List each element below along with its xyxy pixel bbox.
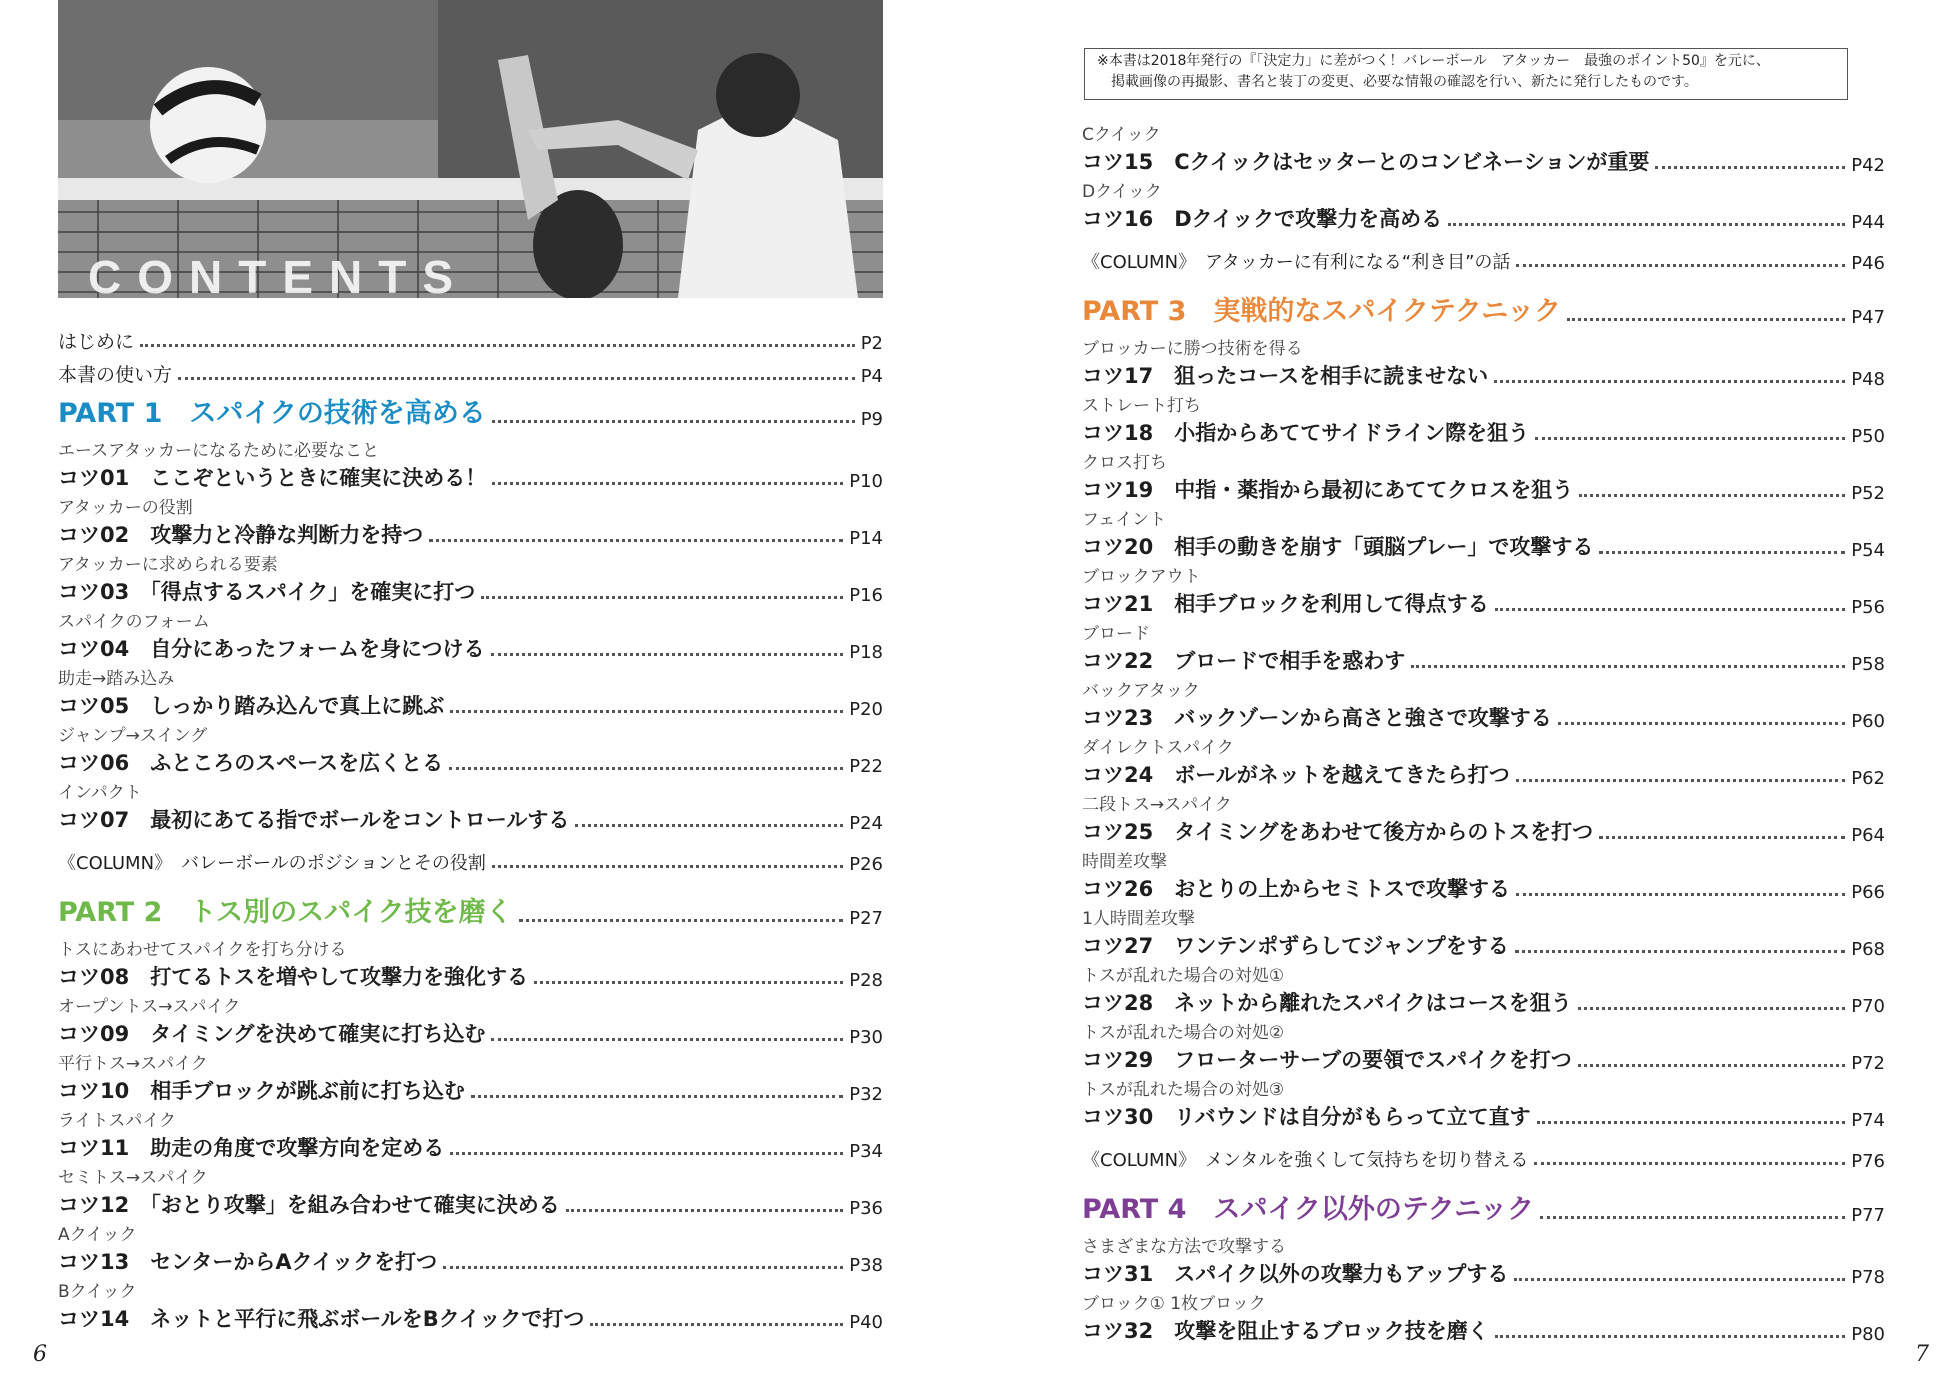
toc-page-number: P70 bbox=[1851, 996, 1885, 1017]
toc-column-entry[interactable] bbox=[1082, 244, 1885, 274]
toc-entry-title: コツ02 攻撃力と冷静な判断力を持つ bbox=[58, 523, 424, 547]
toc-page-number: P47 bbox=[1851, 307, 1885, 328]
dot-leader bbox=[1599, 551, 1845, 554]
contents-heading: CONTENTS bbox=[88, 251, 469, 298]
toc-entry[interactable] bbox=[58, 961, 883, 991]
toc-page-number: P9 bbox=[860, 409, 883, 430]
toc-entry-title: コツ23 バックゾーンから高さと強さで攻撃する bbox=[1082, 706, 1552, 730]
dot-leader bbox=[449, 767, 843, 770]
toc-entry[interactable] bbox=[58, 1132, 883, 1162]
toc-entry-title: コツ14 ネットと平行に飛ぶボールをBクイックで打つ bbox=[58, 1307, 585, 1331]
toc-entry-title: コツ26 おとりの上からセミトスで攻撃する bbox=[1082, 877, 1511, 901]
toc-subtitle: フェイント bbox=[1082, 510, 1167, 530]
dot-leader bbox=[1578, 1007, 1845, 1010]
dot-leader bbox=[481, 596, 843, 599]
dot-leader bbox=[1515, 950, 1845, 953]
dot-leader bbox=[1495, 1335, 1845, 1338]
toc-entry[interactable] bbox=[1082, 474, 1885, 504]
toc-subtitle: ダイレクトスパイク bbox=[1082, 738, 1234, 758]
toc-page-number: P28 bbox=[849, 970, 883, 991]
toc-page-number: P4 bbox=[860, 366, 883, 387]
toc-entry-title: コツ28 ネットから離れたスパイクはコースを狙う bbox=[1082, 991, 1572, 1015]
toc-entry-title: コツ20 相手の動きを崩す「頭脳プレー」で攻撃する bbox=[1082, 535, 1594, 559]
toc-entry-title: コツ04 自分にあったフォームを身につける bbox=[58, 637, 485, 661]
toc-subtitle: ブロック① 1枚ブロック bbox=[1082, 1294, 1266, 1314]
toc-page-number: P22 bbox=[849, 756, 883, 777]
dot-leader bbox=[590, 1323, 843, 1326]
toc-entry-title: コツ07 最初にあてる指でボールをコントロールする bbox=[58, 808, 570, 832]
toc-page-number: P46 bbox=[1851, 253, 1885, 274]
toc-entry[interactable] bbox=[1082, 146, 1885, 176]
toc-entry-title: コツ30 リバウンドは自分がもらって立て直す bbox=[1082, 1105, 1531, 1129]
toc-entry[interactable] bbox=[58, 633, 883, 663]
toc-entry-title: コツ09 タイミングを決めて確実に打ち込む bbox=[58, 1022, 486, 1046]
toc-subtitle: Cクイック bbox=[1082, 125, 1161, 145]
toc-page-number: P14 bbox=[849, 528, 883, 549]
toc-page-number: P58 bbox=[1851, 654, 1885, 675]
toc-entry[interactable] bbox=[58, 519, 883, 549]
toc-page-number: P78 bbox=[1851, 1267, 1885, 1288]
toc-entry[interactable] bbox=[1082, 930, 1885, 960]
toc-page-number: P42 bbox=[1851, 155, 1885, 176]
dot-leader bbox=[1578, 1064, 1845, 1067]
toc-entry[interactable] bbox=[1082, 873, 1885, 903]
toc-entry-title: コツ03 「得点するスパイク」を確実に打つ bbox=[58, 580, 476, 604]
toc-entry-title: コツ11 助走の角度で攻撃方向を定める bbox=[58, 1136, 445, 1160]
dot-leader bbox=[1495, 608, 1845, 611]
toc-entry-title: コツ06 ふところのスペースを広くとる bbox=[58, 751, 444, 775]
dot-leader bbox=[1534, 1162, 1845, 1165]
toc-entry[interactable] bbox=[1082, 203, 1885, 233]
dot-leader bbox=[1514, 1278, 1845, 1281]
toc-entry-title: はじめに bbox=[58, 331, 135, 353]
toc-subtitle: アタッカーの役割 bbox=[58, 498, 193, 518]
dot-leader bbox=[443, 1266, 843, 1269]
dot-leader bbox=[178, 377, 855, 380]
toc-entry-title: コツ05 しっかり踏み込んで真上に跳ぶ bbox=[58, 694, 445, 718]
page-number-right: 7 bbox=[1915, 1342, 1929, 1367]
toc-entry-title: コツ31 スパイク以外の攻撃力もアップする bbox=[1082, 1262, 1509, 1286]
toc-entry[interactable] bbox=[58, 690, 883, 720]
toc-entry-title: コツ13 センターからAクイックを打つ bbox=[58, 1250, 438, 1274]
toc-subtitle: ブロックアウト bbox=[1082, 567, 1201, 587]
toc-subtitle: セミトス→スパイク bbox=[58, 1168, 208, 1188]
toc-entry[interactable] bbox=[58, 1189, 883, 1219]
toc-entry-title: PART 3 実戦的なスパイクテクニック bbox=[1082, 296, 1562, 327]
page-number-left: 6 bbox=[33, 1342, 47, 1367]
toc-entry-title: コツ15 Cクイックはセッターとのコンビネーションが重要 bbox=[1082, 150, 1650, 174]
toc-entry[interactable] bbox=[58, 804, 883, 834]
toc-part-heading[interactable] bbox=[1082, 1196, 1885, 1226]
toc-subtitle: ブロッカーに勝つ技術を得る bbox=[1082, 339, 1303, 359]
toc-entry[interactable] bbox=[58, 1303, 883, 1333]
toc-subtitle: オープントス→スパイク bbox=[58, 997, 241, 1017]
toc-page-number: P16 bbox=[849, 585, 883, 606]
toc-entry-title: コツ17 狙ったコースを相手に読ませない bbox=[1082, 364, 1489, 388]
toc-subtitle: ジャンプ→スイング bbox=[58, 726, 208, 746]
toc-page-number: P26 bbox=[849, 854, 883, 875]
dot-leader bbox=[140, 344, 855, 347]
toc-column-entry[interactable] bbox=[1082, 1142, 1885, 1172]
dot-leader bbox=[519, 919, 844, 922]
toc-subtitle: スパイクのフォーム bbox=[58, 612, 210, 632]
toc-page-number: P72 bbox=[1851, 1053, 1885, 1074]
toc-part-heading[interactable] bbox=[58, 400, 883, 430]
toc-entry-title: 《COLUMN》 アタッカーに有利になる“利き目”の話 bbox=[1082, 252, 1511, 273]
toc-page-number: P10 bbox=[849, 471, 883, 492]
toc-entry[interactable] bbox=[1082, 645, 1885, 675]
toc-page-number: P52 bbox=[1851, 483, 1885, 504]
toc-entry[interactable] bbox=[1082, 1044, 1885, 1074]
toc-page-number: P77 bbox=[1851, 1205, 1885, 1226]
toc-subtitle: トスにあわせてスパイクを打ち分ける bbox=[58, 940, 347, 960]
toc-page-number: P18 bbox=[849, 642, 883, 663]
toc-entry-title: コツ18 小指からあててサイドライン際を狙う bbox=[1082, 421, 1530, 445]
toc-subtitle: トスが乱れた場合の対処③ bbox=[1082, 1080, 1285, 1100]
toc-page-number: P34 bbox=[849, 1141, 883, 1162]
dot-leader bbox=[1599, 836, 1845, 839]
toc-entry[interactable] bbox=[1082, 1315, 1885, 1345]
toc-page-number: P68 bbox=[1851, 939, 1885, 960]
toc-subtitle: さまざまな方法で攻撃する bbox=[1082, 1237, 1286, 1257]
toc-entry-title: コツ19 中指・薬指から最初にあててクロスを狙う bbox=[1082, 478, 1574, 502]
toc-subtitle: 平行トス→スパイク bbox=[58, 1054, 208, 1074]
toc-page-number: P54 bbox=[1851, 540, 1885, 561]
toc-entry[interactable] bbox=[1082, 702, 1885, 732]
toc-entry[interactable] bbox=[1082, 417, 1885, 447]
toc-page-number: P64 bbox=[1851, 825, 1885, 846]
dot-leader bbox=[491, 653, 844, 656]
toc-entry-title: 《COLUMN》 バレーボールのポジションとその役割 bbox=[58, 853, 486, 874]
toc-subtitle: トスが乱れた場合の対処② bbox=[1082, 1023, 1285, 1043]
edition-note-line-1: ※本書は2018年発行の『「決定力」に差がつく！バレーボール アタッカー 最強のポイント50』を元に、 bbox=[1097, 53, 1770, 69]
dot-leader bbox=[1411, 665, 1845, 668]
toc-entry[interactable] bbox=[58, 576, 883, 606]
toc-entry-title: PART 1 スパイクの技術を高める bbox=[58, 398, 486, 429]
toc-entry-title: コツ24 ボールがネットを越えてきたら打つ bbox=[1082, 763, 1510, 787]
dot-leader bbox=[450, 710, 843, 713]
toc-entry-title: コツ16 Dクイックで攻撃力を高める bbox=[1082, 207, 1443, 231]
toc-subtitle: ストレート打ち bbox=[1082, 396, 1201, 416]
toc-entry[interactable] bbox=[58, 1246, 883, 1276]
toc-entry-title: PART 2 トス別のスパイク技を磨く bbox=[58, 897, 513, 928]
toc-page-number: P32 bbox=[849, 1084, 883, 1105]
toc-part-heading[interactable] bbox=[1082, 298, 1885, 328]
toc-page-number: P48 bbox=[1851, 369, 1885, 390]
toc-page-number: P36 bbox=[849, 1198, 883, 1219]
toc-subtitle: Bクイック bbox=[58, 1282, 137, 1302]
toc-entry-title: コツ25 タイミングをあわせて後方からのトスを打つ bbox=[1082, 820, 1594, 844]
toc-page-number: P74 bbox=[1851, 1110, 1885, 1131]
toc-page-number: P40 bbox=[849, 1312, 883, 1333]
dot-leader bbox=[1535, 437, 1845, 440]
toc-page-number: P27 bbox=[849, 908, 883, 929]
dot-leader bbox=[491, 1038, 843, 1041]
dot-leader bbox=[492, 482, 843, 485]
toc-entry-title: コツ12 「おとり攻撃」を組み合わせて確実に決める bbox=[58, 1193, 560, 1217]
dot-leader bbox=[1540, 1216, 1845, 1219]
dot-leader bbox=[1558, 722, 1845, 725]
dot-leader bbox=[534, 981, 843, 984]
toc-entry[interactable] bbox=[1082, 588, 1885, 618]
toc-subtitle: インパクト bbox=[58, 783, 142, 803]
toc-page-number: P80 bbox=[1851, 1324, 1885, 1345]
dot-leader bbox=[429, 539, 843, 542]
toc-entry[interactable] bbox=[1082, 816, 1885, 846]
toc-entry[interactable] bbox=[58, 357, 883, 387]
toc-entry-title: コツ29 フローターサーブの要領でスパイクを打つ bbox=[1082, 1048, 1572, 1072]
toc-subtitle: バックアタック bbox=[1082, 681, 1200, 701]
toc-subtitle: ライトスパイク bbox=[58, 1111, 176, 1131]
toc-entry[interactable] bbox=[1082, 531, 1885, 561]
toc-page-number: P2 bbox=[860, 333, 883, 354]
dot-leader bbox=[492, 865, 843, 868]
toc-page-number: P24 bbox=[849, 813, 883, 834]
toc-entry-title: コツ32 攻撃を阻止するブロック技を磨く bbox=[1082, 1319, 1489, 1343]
toc-entry[interactable] bbox=[1082, 1101, 1885, 1131]
left-page bbox=[0, 0, 978, 1382]
dot-leader bbox=[575, 824, 843, 827]
toc-page-number: P76 bbox=[1851, 1151, 1885, 1172]
dot-leader bbox=[1537, 1121, 1846, 1124]
toc-page-number: P44 bbox=[1851, 212, 1885, 233]
toc-subtitle: 二段トス→スパイク bbox=[1082, 795, 1232, 815]
toc-page-number: P56 bbox=[1851, 597, 1885, 618]
toc-column-entry[interactable] bbox=[58, 845, 883, 875]
toc-entry-title: PART 4 スパイク以外のテクニック bbox=[1082, 1194, 1535, 1225]
toc-entry-title: コツ08 打てるトスを増やして攻撃力を強化する bbox=[58, 965, 529, 989]
toc-entry[interactable] bbox=[58, 462, 883, 492]
toc-subtitle: ブロード bbox=[1082, 624, 1150, 644]
dot-leader bbox=[1579, 494, 1845, 497]
toc-page-number: P62 bbox=[1851, 768, 1885, 789]
edition-note bbox=[1084, 48, 1848, 100]
toc-subtitle: トスが乱れた場合の対処① bbox=[1082, 966, 1285, 986]
toc-page-number: P66 bbox=[1851, 882, 1885, 903]
toc-entry[interactable] bbox=[58, 1075, 883, 1105]
toc-entry-title: コツ10 相手ブロックが跳ぶ前に打ち込む bbox=[58, 1079, 465, 1103]
toc-entry-title: 《COLUMN》 メンタルを強くして気持ちを切り替える bbox=[1082, 1150, 1529, 1171]
dot-leader bbox=[1494, 380, 1845, 383]
right-page bbox=[978, 0, 1957, 1382]
toc-subtitle: 時間差攻撃 bbox=[1082, 852, 1167, 872]
toc-entry-title: コツ01 ここぞというときに確実に決める！ bbox=[58, 466, 487, 490]
dot-leader bbox=[450, 1152, 843, 1155]
toc-part-heading[interactable] bbox=[58, 899, 883, 929]
edition-note-line-2: 掲載画像の再撮影、書名と装丁の変更、必要な情報の確認を行い、新たに発行したものです。 bbox=[1111, 74, 1698, 90]
dot-leader bbox=[1567, 318, 1845, 321]
toc-entry[interactable] bbox=[1082, 360, 1885, 390]
toc-entry[interactable] bbox=[58, 1018, 883, 1048]
toc-entry-title: コツ22 ブロードで相手を惑わす bbox=[1082, 649, 1406, 673]
toc-entry[interactable] bbox=[1082, 987, 1885, 1017]
toc-subtitle: エースアタッカーになるために必要なこと bbox=[58, 441, 379, 461]
toc-subtitle: アタッカーに求められる要素 bbox=[58, 555, 278, 575]
dot-leader bbox=[471, 1095, 843, 1098]
dot-leader bbox=[1516, 779, 1845, 782]
toc-subtitle: 1人時間差攻撃 bbox=[1082, 909, 1195, 929]
toc-subtitle: 助走→踏み込み bbox=[58, 669, 175, 689]
toc-subtitle: Dクイック bbox=[1082, 182, 1162, 202]
volleyball-photo bbox=[58, 0, 883, 298]
toc-page-number: P60 bbox=[1851, 711, 1885, 732]
toc-entry-title: 本書の使い方 bbox=[58, 364, 173, 386]
dot-leader bbox=[492, 420, 855, 423]
toc-subtitle: クロス打ち bbox=[1082, 453, 1167, 473]
toc-entry[interactable] bbox=[1082, 1258, 1885, 1288]
toc-entry[interactable] bbox=[1082, 759, 1885, 789]
dot-leader bbox=[566, 1209, 844, 1212]
dot-leader bbox=[1516, 264, 1845, 267]
toc-page-number: P20 bbox=[849, 699, 883, 720]
dot-leader bbox=[1516, 893, 1845, 896]
toc-page-number: P38 bbox=[849, 1255, 883, 1276]
toc-entry-title: コツ27 ワンテンポずらしてジャンプをする bbox=[1082, 934, 1509, 958]
toc-subtitle: Aクイック bbox=[58, 1225, 137, 1245]
dot-leader bbox=[1655, 166, 1845, 169]
toc-entry-title: コツ21 相手ブロックを利用して得点する bbox=[1082, 592, 1489, 616]
toc-entry[interactable] bbox=[58, 747, 883, 777]
toc-page-number: P30 bbox=[849, 1027, 883, 1048]
toc-page-number: P50 bbox=[1851, 426, 1885, 447]
toc-entry[interactable] bbox=[58, 324, 883, 354]
dot-leader bbox=[1448, 223, 1845, 226]
